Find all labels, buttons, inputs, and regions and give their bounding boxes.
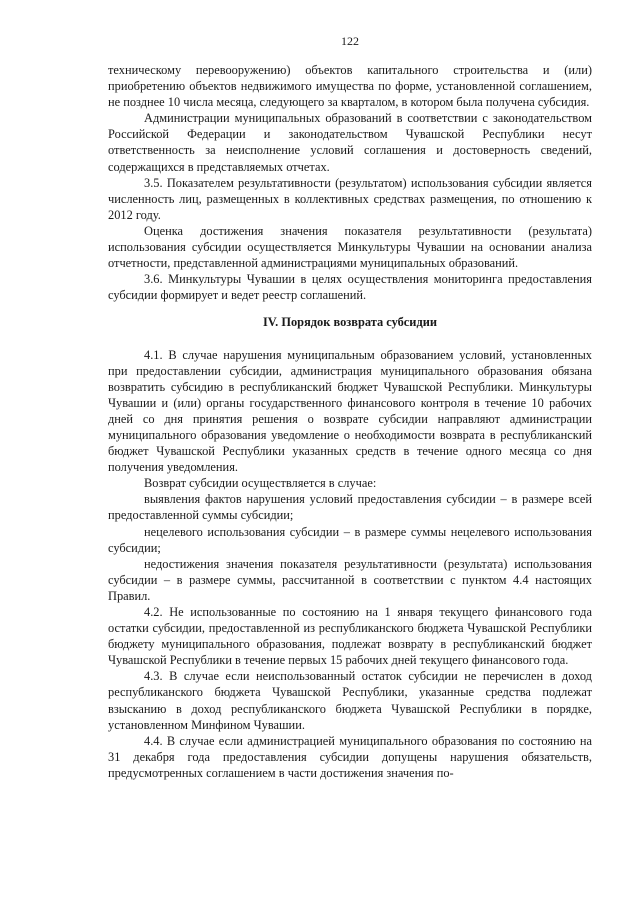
paragraph: 3.5. Показателем результативности (результатом) использования субсидии является численность лиц, размещенных в коллективных средствах размещения, по отношению к 2012 году. xyxy=(108,175,592,222)
paragraph: Возврат субсидии осуществляется в случае: xyxy=(144,476,377,491)
document-body xyxy=(108,62,592,781)
paragraph: выявления фактов нарушения условий предоставления субсидии – в размере всей предоставленной суммы субсидии; xyxy=(108,492,592,523)
paragraph: 4.4. В случае если администрацией муниципального образования по состоянию на 31 декабря года предоставления субсидии допущены нарушения обязательств, предусмотренных соглашением в части достижения значения по- xyxy=(108,733,592,780)
paragraph: Оценка достижения значения показателя результативности (результата) использования субсидии осуществляется Минкультуры Чувашии на основании анализа отчетности, представленной администрациями муниципальных образований. xyxy=(108,223,592,271)
section-heading: IV. Порядок возврата субсидии xyxy=(262,315,437,330)
paragraph: техническому перевооружению) объектов капитального строительства и (или) приобретению объектов недвижимого имущества по форме, установленной соглашением, не позднее 10 числа месяца, следующего за кварталом, в котором была получена субсидия. xyxy=(108,63,592,110)
paragraph: недостижения значения показателя результативности (результата) использования субсидии – в размере суммы, рассчитанной в соответствии с пунктом 4.4 настоящих Правил. xyxy=(108,556,592,603)
paragraph: 4.2. Не использованные по состоянию на 1 января текущего финансового года остатки субсидии, предоставленной из республиканского бюджета Чувашской Республики бюджету муниципального образования, подлежат возврату в республиканский бюджет Чувашской Республики в течение первых 15 рабочих дней текущего финансового года. xyxy=(108,605,592,668)
page-number: 122 xyxy=(341,34,359,48)
paragraph: 4.3. В случае если неиспользованный остаток субсидии не перечислен в доход республиканского бюджета Чувашской Республики, указанные средства подлежат взысканию в доход республиканского бюджета Чувашской Республики в порядке, установленном Минфином Чувашии. xyxy=(108,669,592,732)
paragraph: Администрации муниципальных образований в соответствии с законодательством Российской Федерации и законодательством Чувашской Республики несут ответственность за неисполнение условий соглашения и достоверность сведений, содержащихся в представляемых отчетах. xyxy=(108,111,592,174)
paragraph: 3.6. Минкультуры Чувашии в целях осуществления мониторинга предоставления субсидии формирует и ведет реестр соглашений. xyxy=(108,272,592,303)
paragraph: 4.1. В случае нарушения муниципальным образованием условий, установленных при предоставлении субсидии, администрация муниципального образования обязана возвратить субсидию в республиканский бюджет Чувашской Республики. Минкультуры Чувашии и (или) органы государственного финансового контроля в течение 10 рабочих дней со дня принятия решения о возврате субсидии направляют администрации муниципального образования уведомление о необходимости возврата в республиканский бюджет Чувашской Республики указанных средств в течение одного месяца со дня получения уведомления. xyxy=(108,347,592,475)
paragraph: нецелевого использования субсидии – в размере суммы нецелевого использования субсидии; xyxy=(108,524,592,555)
